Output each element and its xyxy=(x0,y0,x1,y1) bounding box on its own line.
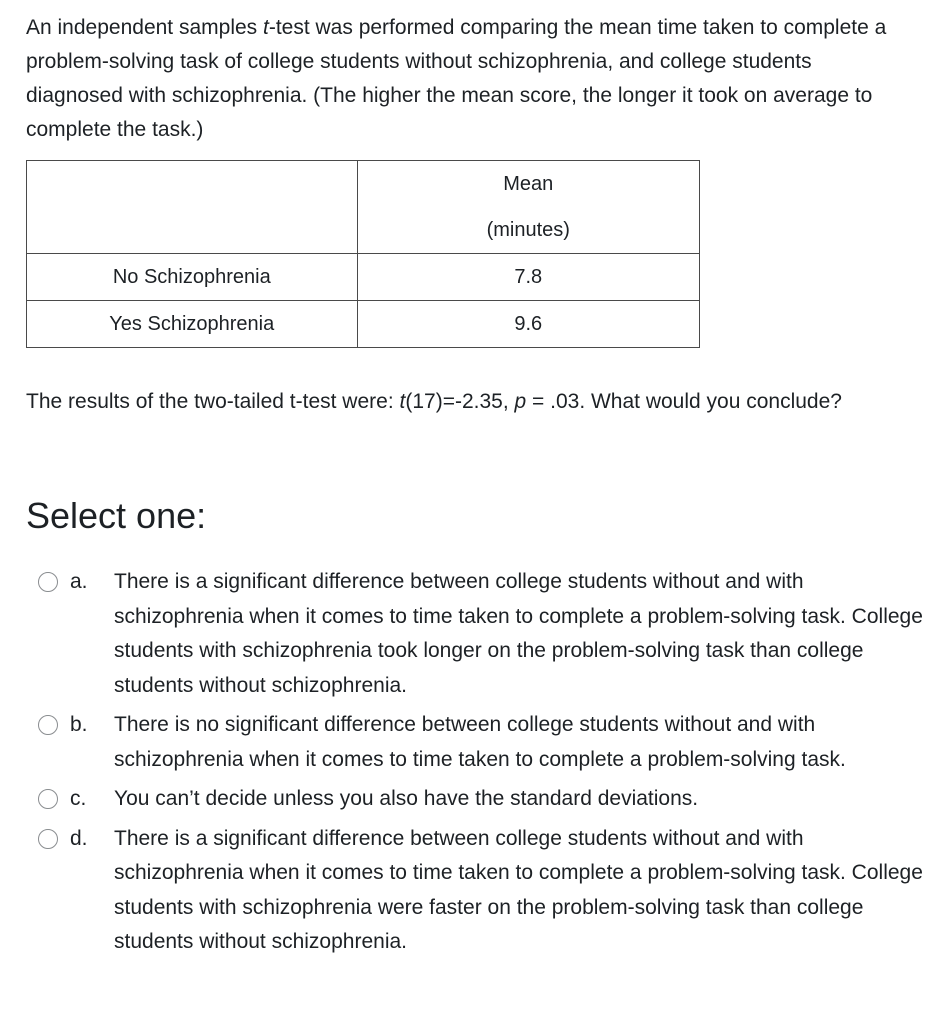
means-table xyxy=(26,160,700,348)
question-intro-part2: -test was performed comparing the mean time taken to complete a problem-solving task of college students without schizophrenia, and college students diagnosed with schizophrenia. (The higher the mean score, the longer it took on average to complete the task.) xyxy=(26,16,887,141)
option-c[interactable] xyxy=(38,782,928,817)
results-text xyxy=(26,385,906,419)
option-a[interactable] xyxy=(38,565,928,703)
results-part1: The results of the two-tailed t-test were: xyxy=(26,390,400,413)
table-row-label: No Schizophrenia xyxy=(27,254,358,301)
results-t-value: (17)=-2.35, xyxy=(405,390,515,413)
table-header-empty-cell xyxy=(27,161,358,254)
option-text[interactable]: You can’t decide unless you also have the standard deviations. xyxy=(114,787,699,810)
option-b[interactable] xyxy=(38,708,928,777)
table-row xyxy=(27,254,700,301)
select-one-heading: Select one: xyxy=(26,495,207,536)
option-text[interactable]: There is a significant difference between college students without and with schizophrenia when it comes to time taken to complete a problem-solving task. College students with schizophrenia were faster on the problem-solving task than college students without schizophrenia. xyxy=(114,826,923,953)
table-row xyxy=(27,301,700,348)
table-row-value: 7.8 xyxy=(357,254,699,301)
table-row-label: Yes Schizophrenia xyxy=(27,301,358,348)
option-text[interactable]: There is no significant difference between college students without and with schizophrenia when it comes to time taken to complete a problem-solving task. xyxy=(114,713,846,771)
option-letter: a. xyxy=(70,570,88,593)
table-row-value: 9.6 xyxy=(357,301,699,348)
radio-button-a[interactable] xyxy=(38,572,58,592)
option-d[interactable] xyxy=(38,822,928,960)
option-letter: c. xyxy=(70,787,87,810)
radio-button-b[interactable] xyxy=(38,715,58,735)
results-t-symbol: t xyxy=(399,390,406,413)
option-letter: b. xyxy=(70,713,88,736)
radio-button-d[interactable] xyxy=(38,829,58,849)
answer-options xyxy=(38,565,928,965)
question-intro-part1: An independent samples xyxy=(26,16,263,39)
table-header-row xyxy=(27,161,700,254)
results-p-value: = .03. What would you conclude? xyxy=(526,390,842,413)
option-letter: d. xyxy=(70,826,88,850)
table-header-mean: Mean xyxy=(503,173,554,195)
results-p-symbol: p xyxy=(514,390,527,413)
table-header-unit: (minutes) xyxy=(486,219,570,241)
question-text xyxy=(26,11,906,147)
option-text[interactable]: There is a significant difference between college students without and with schizophrenia when it comes to time taken to complete a problem-solving task. College students with schizophrenia took longer on the problem-solving task than college students without schizophrenia. xyxy=(114,570,923,697)
table-header-mean-cell xyxy=(357,161,699,254)
radio-button-c[interactable] xyxy=(38,789,58,809)
question-t-symbol: t xyxy=(263,16,269,39)
